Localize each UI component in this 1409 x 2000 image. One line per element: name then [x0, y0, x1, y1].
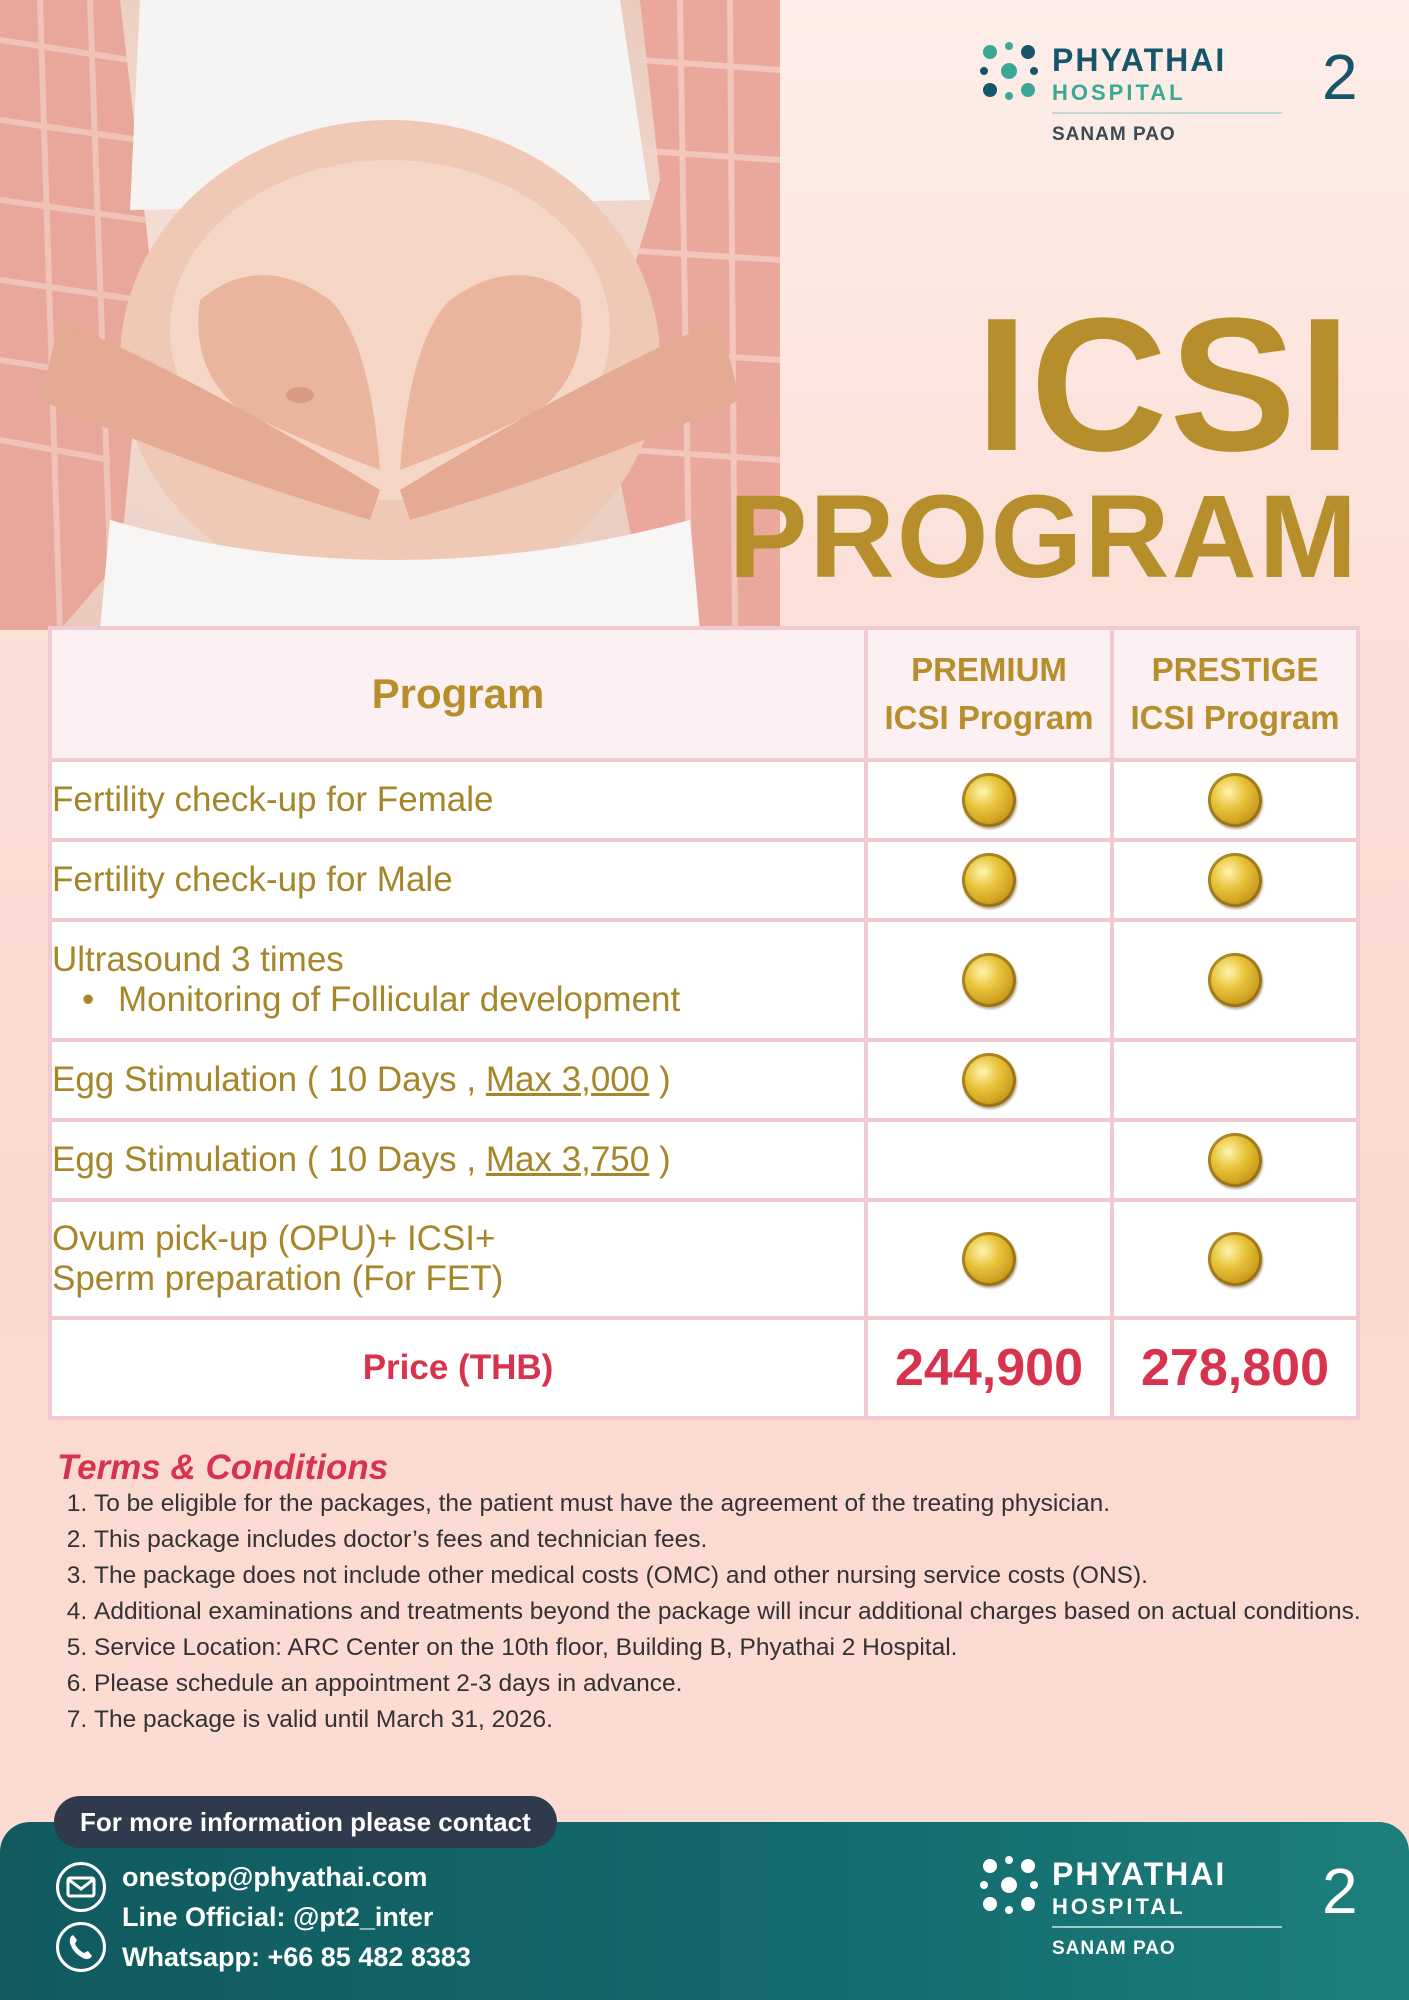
premium-cell — [866, 1040, 1112, 1120]
row-label-main: Ultrasound 3 times — [52, 940, 344, 979]
row-label-prefix: Egg Stimulation ( 10 Days , — [52, 1060, 486, 1099]
title-program: PROGRAM — [728, 471, 1359, 603]
table-header-row — [50, 628, 1358, 760]
terms-item: 4. Additional examinations and treatments beyond the package will incur additional charges based on actual conditions. — [94, 1594, 1404, 1630]
terms-item: 5. Service Location: ARC Center on the 10th floor, Building B, Phyathai 2 Hospital. — [94, 1630, 1404, 1666]
included-coin-icon — [1208, 1133, 1262, 1187]
row-label — [50, 920, 866, 1040]
title-icsi: ICSI — [975, 279, 1353, 491]
row-label-suffix: ) — [649, 1060, 671, 1099]
package-table — [48, 626, 1360, 1420]
included-coin-icon — [962, 1232, 1016, 1286]
brand-divider — [1052, 1926, 1282, 1928]
brand-location: SANAM PAO — [1052, 124, 1176, 145]
prestige-cell — [1112, 1120, 1358, 1200]
included-coin-icon — [962, 1053, 1016, 1107]
row-label: Fertility check-up for Female — [50, 760, 866, 840]
table-row — [50, 1200, 1358, 1318]
table-row — [50, 1120, 1358, 1200]
included-coin-icon — [962, 853, 1016, 907]
included-coin-icon — [1208, 853, 1262, 907]
row-label — [50, 1200, 866, 1318]
row-label-prefix: Egg Stimulation ( 10 Days , — [52, 1140, 486, 1179]
premium-cell — [866, 920, 1112, 1040]
row-label: Fertility check-up for Male — [50, 840, 866, 920]
header-prestige — [1112, 628, 1358, 760]
row-label-line1: Ovum pick-up (OPU)+ ICSI+ — [52, 1219, 496, 1258]
row-label — [50, 1040, 866, 1120]
header-program: Program — [50, 628, 866, 760]
price-label: Price (THB) — [50, 1318, 866, 1418]
brand-sub: HOSPITAL — [1052, 80, 1186, 105]
contact-heading: For more information please contact — [54, 1796, 557, 1848]
contact-email[interactable]: onestop@phyathai.com — [122, 1862, 428, 1892]
brand-name: PHYATHAI — [1052, 42, 1227, 78]
price-row — [50, 1318, 1358, 1418]
terms-item: 6. Please schedule an appointment 2-3 days in advance. — [94, 1666, 1404, 1702]
terms-list — [50, 1486, 1404, 1738]
row-label-max: Max 3,000 — [485, 1060, 650, 1099]
row-label-line2: Sperm preparation (For FET) — [52, 1259, 504, 1298]
terms-item: 3. The package does not include other medical costs (OMC) and other nursing service costs (ONS). — [94, 1558, 1404, 1594]
header-prestige-line2: ICSI Program — [1130, 699, 1340, 736]
contact-line[interactable]: Line Official: @pt2_inter — [122, 1902, 434, 1932]
price-prestige: 278,800 — [1112, 1318, 1358, 1418]
row-label-suffix: ) — [649, 1140, 671, 1179]
included-coin-icon — [1208, 953, 1262, 1007]
terms-item: 7. The package is valid until March 31, 2026. — [94, 1702, 1404, 1738]
terms-item: 1. To be eligible for the packages, the patient must have the agreement of the treating physician. — [94, 1486, 1404, 1522]
prestige-cell — [1112, 840, 1358, 920]
brand-sub: HOSPITAL — [1052, 1894, 1186, 1919]
footer-logo — [976, 1852, 1356, 1972]
header-premium — [866, 628, 1112, 760]
premium-cell — [866, 1200, 1112, 1318]
prestige-cell — [1112, 760, 1358, 840]
terms-title: Terms & Conditions — [57, 1448, 389, 1487]
table-row — [50, 920, 1358, 1040]
phyathai-logo-icon — [976, 38, 1042, 104]
row-label-bullet: • Monitoring of Follicular development — [52, 980, 864, 1020]
price-premium: 244,900 — [866, 1318, 1112, 1418]
pregnant-belly-illustration — [0, 0, 780, 630]
prestige-cell — [1112, 1200, 1358, 1318]
email-icon — [56, 1862, 106, 1912]
table-row — [50, 760, 1358, 840]
header-logo — [976, 38, 1356, 158]
included-coin-icon — [962, 773, 1016, 827]
header-premium-line1: PREMIUM — [911, 651, 1067, 688]
brand-divider — [1052, 112, 1282, 114]
premium-cell — [866, 1120, 1112, 1200]
phyathai-logo-icon — [976, 1852, 1042, 1918]
phone-icon — [56, 1922, 106, 1972]
contact-whatsapp[interactable]: Whatsapp: +66 85 482 8383 — [122, 1942, 471, 1972]
header-premium-line2: ICSI Program — [884, 699, 1094, 736]
table-row — [50, 1040, 1358, 1120]
brand-number: 2 — [1322, 41, 1358, 113]
brand-location: SANAM PAO — [1052, 1938, 1176, 1959]
header-prestige-line1: PRESTIGE — [1151, 651, 1319, 688]
premium-cell — [866, 840, 1112, 920]
hero-photo — [0, 0, 780, 630]
brand-name: PHYATHAI — [1052, 1856, 1227, 1892]
table-row — [50, 840, 1358, 920]
premium-cell — [866, 760, 1112, 840]
prestige-cell — [1112, 1040, 1358, 1120]
prestige-cell — [1112, 920, 1358, 1040]
row-label — [50, 1120, 866, 1200]
terms-item: 2. This package includes doctor’s fees and technician fees. — [94, 1522, 1404, 1558]
row-label-max: Max 3,750 — [485, 1140, 650, 1179]
included-coin-icon — [1208, 773, 1262, 827]
included-coin-icon — [1208, 1232, 1262, 1286]
included-coin-icon — [962, 953, 1016, 1007]
brand-number: 2 — [1322, 1855, 1358, 1927]
